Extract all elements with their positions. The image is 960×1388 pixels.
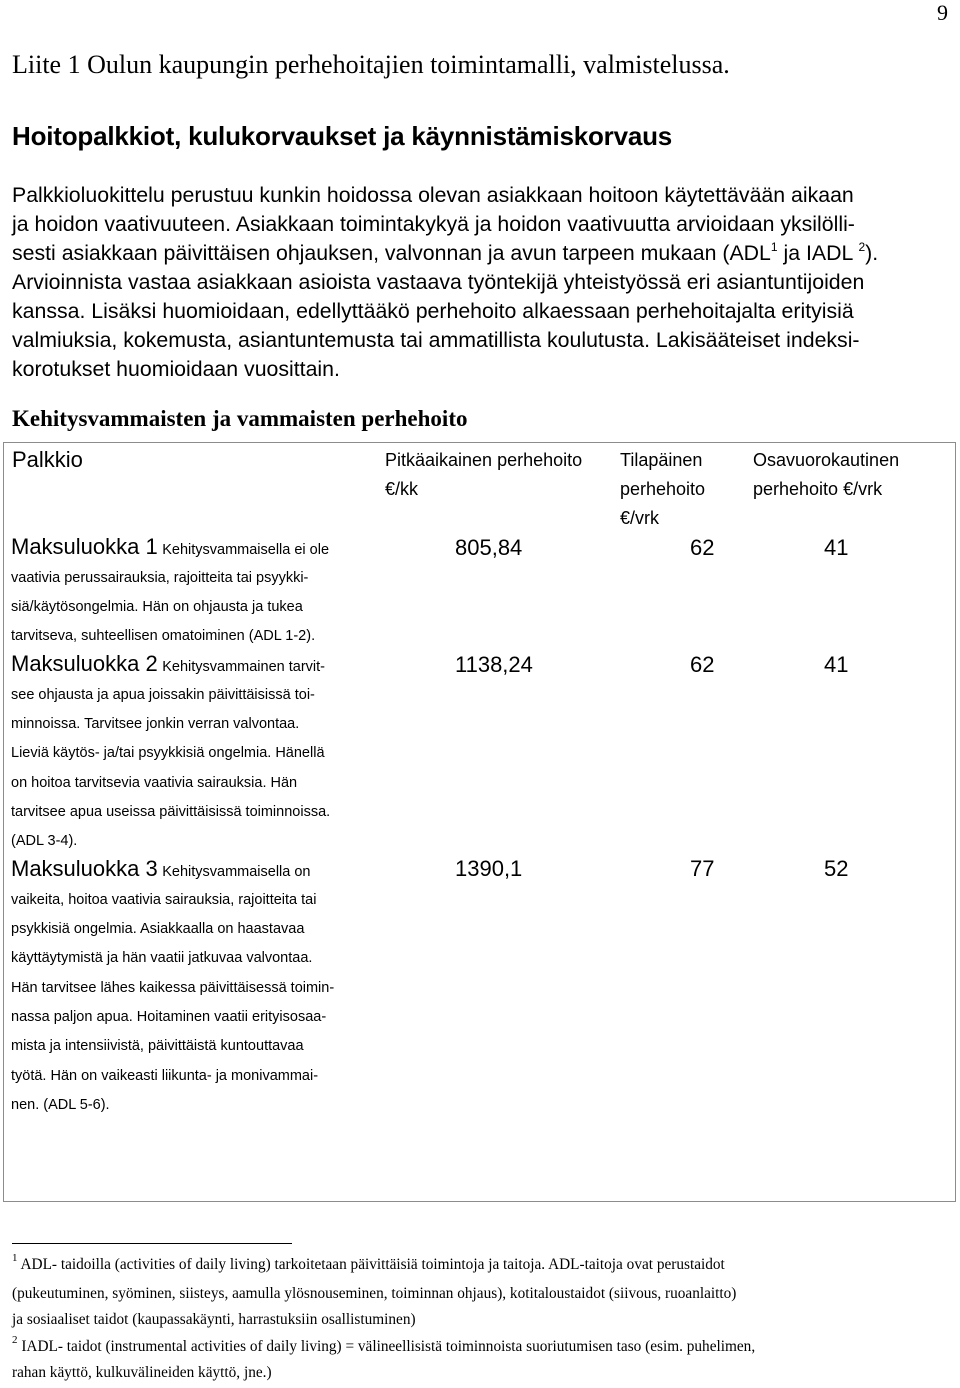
footnote-mark: 1 xyxy=(12,1252,18,1264)
value-daily: 41 xyxy=(824,652,849,677)
class-desc-first: Kehitysvammaisella ei ole xyxy=(162,542,330,558)
class-desc-line: tarvitseva, suhteellisen omatoiminen (ADL 1-2). xyxy=(11,628,316,644)
table-row-class-2 xyxy=(11,651,325,677)
footnote-text: ADL- taidoilla (activities of daily living) tarkoitetaan päivittäisiä toimintoja ja taitoja. ADL-taitoja ovat perustaidot xyxy=(20,1256,725,1273)
footnote-mark: 2 xyxy=(12,1334,18,1346)
class-desc-line: käyttäytymistä ja hän vaatii jatkuvaa valvontaa. xyxy=(11,950,313,966)
header-temporary-line2: perhehoito xyxy=(620,479,706,499)
class-desc-line: minnoissa. Tarvitsee jonkin verran valvontaa. xyxy=(11,716,300,732)
value-temporary: 62 xyxy=(690,652,715,677)
intro-line: kanssa. Lisäksi huomioidaan, edellyttääkö perhehoito alkaessaan perhehoitajalta erityisiä xyxy=(12,299,854,323)
footnote-1-line: ja sosiaaliset taidot (kaupassakäynti, harrastuksiin osallistuminen) xyxy=(12,1311,416,1328)
class-desc-line: mista ja intensiivistä, päivittäistä kuntouttavaa xyxy=(11,1038,304,1054)
section-heading: Hoitopalkkiot, kulukorvaukset ja käynnistämiskorvaus xyxy=(12,121,673,151)
class-desc-line: vaativia perussairauksia, rajoitteita tai psyykki- xyxy=(11,570,309,586)
intro-line: ja hoidon vaativuuteen. Asiakkaan toimintakykyä ja hoidon vaativuutta arvioidaan yksilölli- xyxy=(12,212,855,236)
table-heading: Kehitysvammaisten ja vammaisten perhehoito xyxy=(12,406,468,431)
class-label: Maksuluokka 1 xyxy=(11,534,158,559)
class-desc-line: see ohjausta ja apua joissakin päivittäisissä toi- xyxy=(11,687,315,703)
class-desc-line: psykkisiä ongelmia. Asiakkaalla on haastavaa xyxy=(11,921,305,937)
intro-line: Arvioinnista vastaa asiakkaan asioista vastaava työntekijä yhteistyössä eri asiantuntijoiden xyxy=(12,270,865,294)
table-row-class-3 xyxy=(11,856,311,882)
intro-line: korotukset huomioidaan vuosittain. xyxy=(12,357,340,381)
footnote-2-line xyxy=(12,1334,755,1360)
value-long-term: 1138,24 xyxy=(455,652,533,677)
footnote-ref: 1 xyxy=(770,240,778,254)
header-daily-unit: perhehoito €/vrk xyxy=(753,479,883,499)
class-desc-line: tarvitsee apua useissa päivittäisissä toiminnoissa. xyxy=(11,804,331,820)
class-desc-line: työtä. Hän on vaikeasti liikunta- ja monivammai- xyxy=(11,1068,319,1084)
class-label: Maksuluokka 3 xyxy=(11,856,158,881)
class-desc-line: Hän tarvitsee lähes kaikessa päivittäisessä toimin- xyxy=(11,980,335,996)
intro-line: valmiuksia, kokemusta, asiantuntemusta tai ammatillista koulutusta. Lakisääteiset indeksi- xyxy=(12,328,860,352)
header-daily: Osavuorokautinen xyxy=(753,450,900,470)
footnote-1-line xyxy=(12,1252,725,1278)
value-temporary: 62 xyxy=(690,535,715,560)
header-long-term: Pitkäaikainen perhehoito xyxy=(385,450,583,470)
class-desc-line: vaikeita, hoitoa vaativia sairauksia, rajoitteita tai xyxy=(11,892,317,908)
header-temporary-unit: €/vrk xyxy=(620,508,660,528)
class-desc-line: on hoitoa tarvitsevia vaativia sairauksia. Hän xyxy=(11,775,298,791)
intro-line xyxy=(12,239,942,268)
class-desc-line: Lieviä käytös- ja/tai psyykkisiä ongelmia. Hänellä xyxy=(11,745,325,761)
class-desc-first: Kehitysvammainen tarvit- xyxy=(162,659,325,675)
footnote-text: IADL- taidot (instrumental activities of daily living) = välineellisistä toiminnoista suoriutumisen taso (esim. puhelimen, xyxy=(21,1338,756,1355)
header-temporary: Tilapäinen xyxy=(620,450,703,470)
appendix-title: Liite 1 Oulun kaupungin perhehoitajien toimintamalli, valmistelussa. xyxy=(12,50,730,79)
page-number: 9 xyxy=(937,0,948,25)
header-long-term-unit: €/kk xyxy=(385,479,419,499)
value-long-term: 1390,1 xyxy=(455,856,523,881)
class-label: Maksuluokka 2 xyxy=(11,651,158,676)
class-desc-line: (ADL 3-4). xyxy=(11,833,78,849)
intro-text: sesti asiakkaan päivittäisen ohjauksen, valvonnan ja avun tarpeen mukaan (ADL xyxy=(12,241,771,265)
intro-line: Palkkioluokittelu perustuu kunkin hoidossa olevan asiakkaan hoitoon käytettävään aikaan xyxy=(12,183,854,207)
table-row-class-1 xyxy=(11,534,329,560)
class-desc-line: nassa paljon apua. Hoitaminen vaatii erityisosaa- xyxy=(11,1009,327,1025)
class-desc-first: Kehitysvammaisella on xyxy=(162,864,311,880)
value-daily: 52 xyxy=(824,856,849,881)
value-temporary: 77 xyxy=(690,856,715,881)
value-daily: 41 xyxy=(824,535,849,560)
header-palkkio: Palkkio xyxy=(12,447,83,472)
value-long-term: 805,84 xyxy=(455,535,523,560)
class-desc-line: siä/käytösongelmia. Hän on ohjausta ja tukea xyxy=(11,599,303,615)
intro-text: ). xyxy=(865,241,879,265)
footnote-divider xyxy=(12,1243,292,1244)
footnote-1-line: (pukeutuminen, syöminen, siisteys, aamulla ylösnouseminen, toiminnan ohjaus), kotitaloustaidot (siivous, ruoanlaitto) xyxy=(12,1285,737,1302)
class-desc-line: nen. (ADL 5-6). xyxy=(11,1097,110,1113)
footnote-ref: 2 xyxy=(858,240,866,254)
intro-text: ja IADL xyxy=(777,241,859,265)
footnote-2-line: rahan käyttö, kulkuvälineiden käyttö, jne.) xyxy=(12,1364,272,1381)
